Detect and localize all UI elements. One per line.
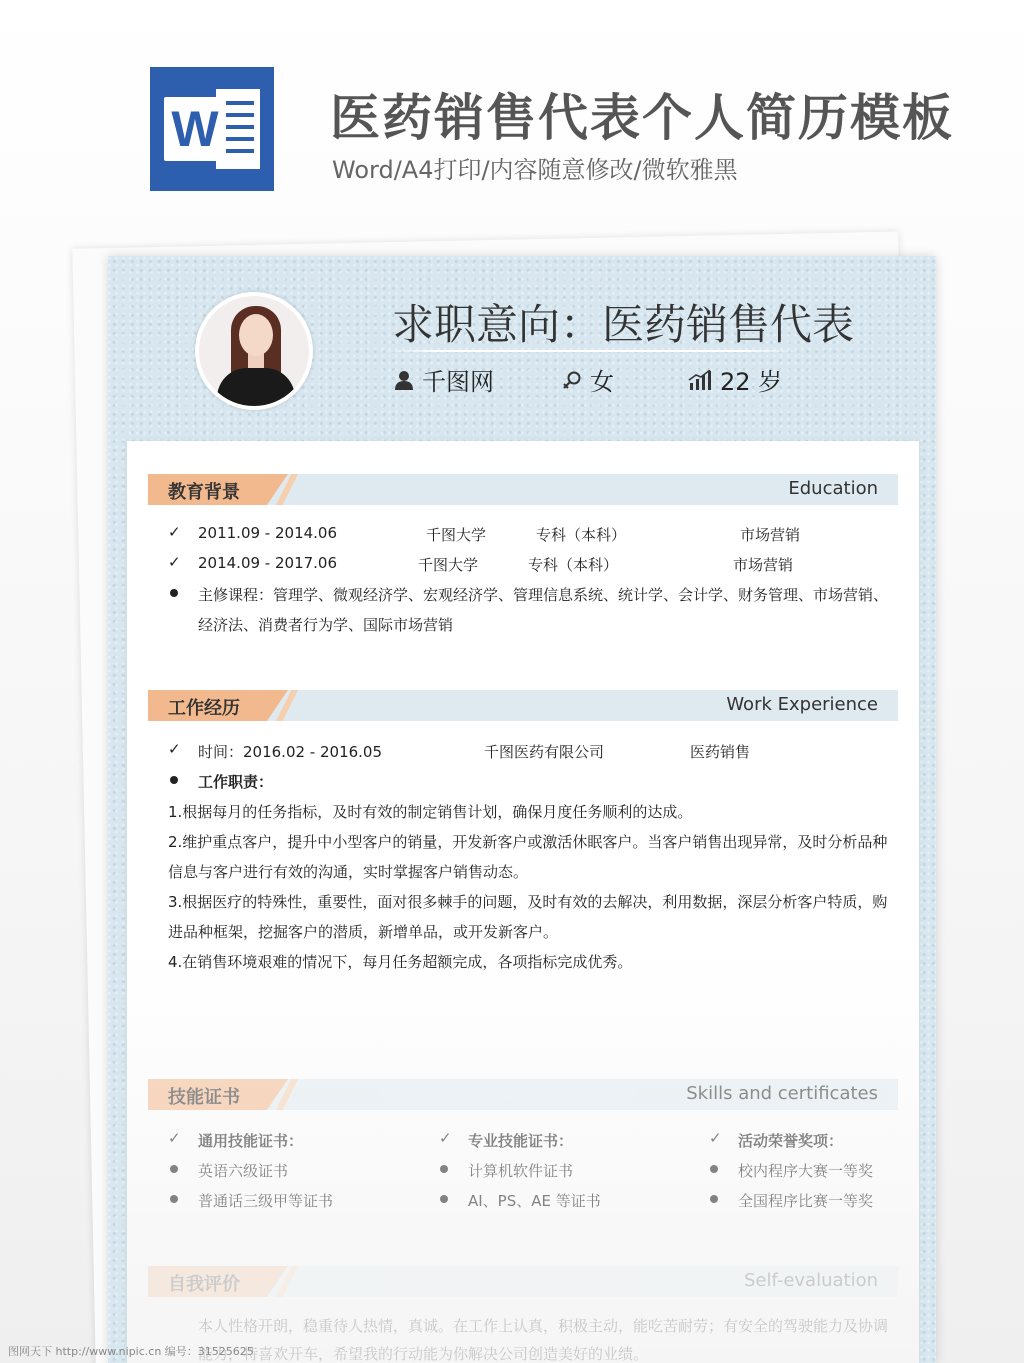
work-position: 医药销售 <box>690 743 751 761</box>
section-title-en: Self-evaluation <box>743 1270 878 1291</box>
bullet-icon <box>440 1165 448 1173</box>
word-logo-icon <box>150 67 274 191</box>
bullet-icon <box>170 589 178 597</box>
section-title-en: Skills and certificates <box>686 1083 878 1104</box>
edu-degree: 专科（本科） <box>528 556 619 574</box>
info-name <box>394 362 494 397</box>
job-objective: 求职意向：医药销售代表 <box>392 300 855 349</box>
work-duty-line: 进品种框架，挖掘客户的潜质，新增单品，或开发新客户。 <box>168 923 559 941</box>
skills-item: 计算机软件证书 <box>468 1162 574 1180</box>
edu-degree: 专科（本科） <box>536 526 627 544</box>
check-icon: ✓ <box>168 1129 181 1147</box>
skills-item: AI、PS、AE 等证书 <box>468 1192 601 1210</box>
logo-line <box>222 137 254 141</box>
skills-heading: 活动荣誉奖项： <box>738 1132 844 1150</box>
age-value: 22 岁 <box>720 368 783 396</box>
edu-school: 千图大学 <box>426 526 487 544</box>
logo-line <box>222 125 254 129</box>
section-bar-skills <box>148 1079 898 1110</box>
edu-courses-line: 主修课程：管理学、微观经济学、宏观经济学、管理信息系统、统计学、会计学、财务管理、市场营销、 <box>198 586 889 604</box>
page-title: 医药销售代表个人简历模板 <box>330 89 954 147</box>
work-duty-line: 2.维护重点客户，提升中小型客户的销量，开发新客户或激活休眠客户。当客户销售出现异常，及时分析品种 <box>168 833 888 851</box>
skills-item: 普通话三级甲等证书 <box>198 1192 334 1210</box>
avatar-body <box>217 368 295 410</box>
edu-courses-line: 经济法、消费者行为学、国际市场营销 <box>198 616 454 634</box>
person-icon <box>394 370 414 390</box>
watermark: 图网天下 http://www.nipic.cn 编号：31525625 <box>8 1345 254 1358</box>
check-icon: ✓ <box>168 523 181 541</box>
section-title-zh: 自我评价 <box>168 1274 240 1295</box>
avatar-face <box>239 314 273 356</box>
skills-heading: 通用技能证书： <box>198 1132 304 1150</box>
work-duty-line: 信息与客户进行有效的沟通，实时掌握客户销售动态。 <box>168 863 529 881</box>
name-value: 千图网 <box>422 368 494 396</box>
edu-date: 2014.09 - 2017.06 <box>198 554 338 572</box>
section-title-zh: 工作经历 <box>168 698 240 719</box>
self-eval-line: 本人性格开朗，稳重待人热情，真诚。在工作上认真，积极主动，能吃苦耐劳；有安全的驾驶能力及协调 <box>198 1317 889 1335</box>
edu-major: 市场营销 <box>740 526 801 544</box>
section-bar-self-eval <box>148 1266 898 1297</box>
edu-major: 市场营销 <box>733 556 794 574</box>
bullet-icon <box>710 1165 718 1173</box>
edu-date: 2011.09 - 2014.06 <box>198 524 338 542</box>
growth-chart-icon <box>688 370 712 390</box>
check-icon: ✓ <box>168 740 181 758</box>
bullet-icon <box>440 1195 448 1203</box>
work-duty-line: 1.根据每月的任务指标，及时有效的制定销售计划，确保月度任务顺利的达成。 <box>168 803 693 821</box>
info-age <box>688 362 782 397</box>
info-gender <box>562 362 614 397</box>
work-time: 时间：2016.02 - 2016.05 <box>198 743 383 761</box>
work-company: 千图医药有限公司 <box>484 743 605 761</box>
work-duty-line: 4.在销售环境艰难的情况下，每月任务超额完成，各项指标完成优秀。 <box>168 953 633 971</box>
work-duty-line: 3.根据医疗的特殊性，重要性，面对很多棘手的问题，及时有效的去解决，利用数据，深层分析客户特质，购 <box>168 893 888 911</box>
check-icon: ✓ <box>709 1129 722 1147</box>
logo-line <box>222 149 254 153</box>
self-eval-line: 能力，特喜欢开车，希望我的行动能为你解决公司创造美好的业绩。 <box>198 1345 649 1363</box>
section-bar-work <box>148 690 898 721</box>
skills-heading: 专业技能证书： <box>468 1132 574 1150</box>
bullet-icon <box>710 1195 718 1203</box>
skills-item: 校内程序大赛一等奖 <box>738 1162 874 1180</box>
title-divider <box>376 350 806 352</box>
avatar <box>195 292 313 410</box>
bullet-icon <box>170 1165 178 1173</box>
page-subtitle: Word/A4打印/内容随意修改/微软雅黑 <box>332 156 738 184</box>
skills-item: 英语六级证书 <box>198 1162 289 1180</box>
bullet-icon <box>170 1195 178 1203</box>
check-icon: ✓ <box>168 553 181 571</box>
section-title-zh: 技能证书 <box>168 1087 240 1108</box>
bullet-icon <box>170 776 178 784</box>
skills-item: 全国程序比赛一等奖 <box>738 1192 874 1210</box>
section-bar-education <box>148 474 898 505</box>
gender-value: 女 <box>590 368 614 396</box>
section-title-en: Education <box>788 478 878 499</box>
section-title-en: Work Experience <box>726 694 878 715</box>
check-icon: ✓ <box>439 1129 452 1147</box>
section-title-zh: 教育背景 <box>168 482 240 503</box>
edu-school: 千图大学 <box>418 556 479 574</box>
gender-icon <box>562 370 582 390</box>
logo-line <box>222 101 254 105</box>
logo-line <box>222 113 254 117</box>
work-duty-label: 工作职责： <box>198 773 274 791</box>
logo-letter: W <box>164 97 226 161</box>
